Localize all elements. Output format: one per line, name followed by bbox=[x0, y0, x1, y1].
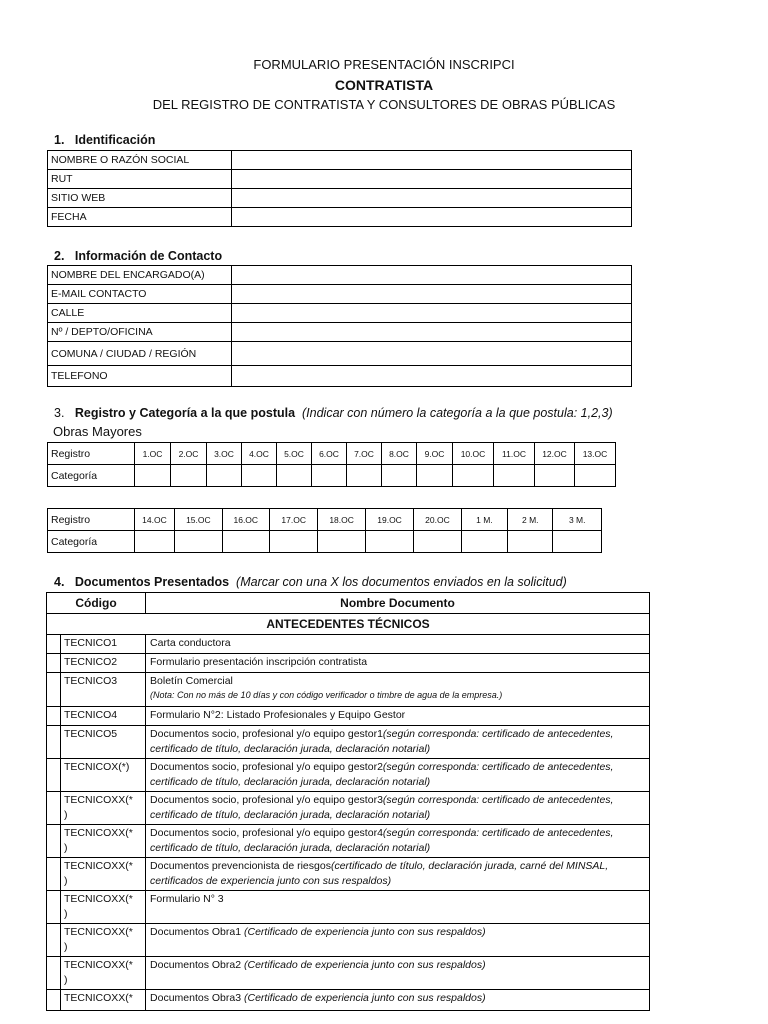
section1-number: 1. bbox=[54, 133, 65, 147]
registry-code: 12.OC bbox=[535, 443, 575, 465]
section2-heading bbox=[54, 249, 222, 263]
registry-code: 11.OC bbox=[494, 443, 535, 465]
document-detail: (Certificado de experiencia junto con sus respaldos) bbox=[243, 992, 486, 1004]
document-code: TECNICOXX(* bbox=[61, 990, 146, 1011]
form-title-line2: CONTRATISTA bbox=[334, 77, 434, 93]
document-checkbox-cell[interactable] bbox=[47, 924, 61, 957]
category-input-cell[interactable] bbox=[312, 465, 347, 487]
section2-title: Información de Contacto bbox=[74, 249, 223, 263]
registry-code: 20.OC bbox=[414, 509, 461, 531]
documents-table bbox=[46, 592, 650, 1011]
category-input-cell[interactable] bbox=[242, 465, 277, 487]
field-label: FECHA bbox=[48, 208, 232, 227]
document-code: TECNICOXX(* ) bbox=[61, 792, 146, 825]
registry-code: 2 M. bbox=[508, 509, 553, 531]
registry-code: 15.OC bbox=[175, 509, 222, 531]
registry-code: 8.OC bbox=[382, 443, 417, 465]
document-name-cell bbox=[146, 924, 650, 957]
section1-title: Identificación bbox=[74, 133, 156, 147]
field-value[interactable] bbox=[232, 208, 632, 227]
document-name: Boletín Comercial bbox=[150, 675, 233, 687]
field-value[interactable] bbox=[232, 170, 632, 189]
document-code: TECNICOXX(* ) bbox=[61, 924, 146, 957]
field-label: Nº / DEPTO/OFICINA bbox=[48, 323, 232, 342]
field-value[interactable] bbox=[232, 266, 632, 285]
document-name-cell bbox=[146, 759, 650, 792]
document-checkbox-cell[interactable] bbox=[47, 707, 61, 726]
document-detail: (Certificado de experiencia junto con sus respaldos) bbox=[243, 926, 486, 938]
category-input-cell[interactable] bbox=[365, 531, 413, 553]
category-input-cell[interactable] bbox=[135, 465, 171, 487]
category-input-cell[interactable] bbox=[553, 531, 602, 553]
section3-note: (Indicar con número la categoría a la que postula: 1,2,3) bbox=[302, 406, 613, 420]
category-input-cell[interactable] bbox=[269, 531, 317, 553]
document-row bbox=[47, 726, 650, 759]
section4-title: Documentos Presentados bbox=[74, 575, 230, 589]
document-name-cell bbox=[146, 726, 650, 759]
document-row bbox=[47, 825, 650, 858]
identification-table bbox=[47, 150, 632, 227]
document-row bbox=[47, 759, 650, 792]
category-input-cell[interactable] bbox=[347, 465, 382, 487]
document-name-cell bbox=[146, 792, 650, 825]
document-code: TECNICO2 bbox=[61, 654, 146, 673]
field-label: NOMBRE O RAZÓN SOCIAL bbox=[48, 151, 232, 170]
document-name: Documentos Obra1 bbox=[150, 926, 244, 938]
document-name-cell bbox=[146, 673, 650, 707]
registro-label: Registro bbox=[48, 509, 135, 531]
registry-code: 3.OC bbox=[207, 443, 242, 465]
category-input-cell[interactable] bbox=[575, 465, 616, 487]
registry-code: 18.OC bbox=[318, 509, 365, 531]
document-name-cell bbox=[146, 957, 650, 990]
document-name: Formulario presentación inscripción contratista bbox=[150, 656, 368, 668]
document-name-cell bbox=[146, 891, 650, 924]
document-row bbox=[47, 635, 650, 654]
document-checkbox-cell[interactable] bbox=[47, 891, 61, 924]
field-label: NOMBRE DEL ENCARGADO(A) bbox=[48, 266, 232, 285]
document-checkbox-cell[interactable] bbox=[47, 726, 61, 759]
category-input-cell[interactable] bbox=[535, 465, 575, 487]
document-checkbox-cell[interactable] bbox=[47, 673, 61, 707]
document-name: Formulario N° 3 bbox=[150, 893, 224, 905]
document-name-cell bbox=[146, 654, 650, 673]
section3-heading bbox=[54, 406, 613, 420]
document-checkbox-cell[interactable] bbox=[47, 654, 61, 673]
section4-note: (Marcar con una X los documentos enviados en la solicitud) bbox=[236, 575, 567, 589]
document-row bbox=[47, 990, 650, 1011]
document-code: TECNICO1 bbox=[61, 635, 146, 654]
registry-code: 9.OC bbox=[417, 443, 453, 465]
document-name: Documentos socio, profesional y/o equipo gestor4 bbox=[150, 827, 383, 839]
document-row bbox=[47, 891, 650, 924]
registry-code: 19.OC bbox=[365, 509, 413, 531]
document-checkbox-cell[interactable] bbox=[47, 858, 61, 891]
document-name: Documentos Obra3 bbox=[150, 992, 244, 1004]
category-input-cell[interactable] bbox=[134, 531, 174, 553]
registry-code: 4.OC bbox=[242, 443, 277, 465]
registry-code: 14.OC bbox=[134, 509, 174, 531]
form-row bbox=[48, 170, 632, 189]
document-checkbox-cell[interactable] bbox=[47, 792, 61, 825]
field-value[interactable] bbox=[232, 189, 632, 208]
field-value[interactable] bbox=[232, 285, 632, 304]
col-code-header: Código bbox=[47, 593, 146, 614]
document-detail: (certificado de título, declaración jurada, carné del MINSAL, certificados de experiencia junto con sus respaldos) bbox=[150, 860, 609, 887]
document-name: Documentos socio, profesional y/o equipo gestor2 bbox=[150, 761, 383, 773]
registry-code: 1 M. bbox=[461, 509, 507, 531]
category-input-cell[interactable] bbox=[318, 531, 365, 553]
document-row bbox=[47, 858, 650, 891]
category-input-cell[interactable] bbox=[382, 465, 417, 487]
registry-code: 2.OC bbox=[171, 443, 207, 465]
document-name-cell bbox=[146, 990, 650, 1011]
section3-title: Registro y Categoría a la que postula bbox=[74, 406, 296, 420]
document-row bbox=[47, 707, 650, 726]
document-detail: (Certificado de experiencia junto con sus respaldos) bbox=[243, 959, 486, 971]
document-code: TECNICOXX(* ) bbox=[61, 891, 146, 924]
document-name: Documentos prevencionista de riesgos bbox=[150, 860, 331, 872]
obras-mayores-label: Obras Mayores bbox=[53, 424, 142, 439]
document-code: TECNICOXX(* ) bbox=[61, 858, 146, 891]
form-row bbox=[48, 304, 632, 323]
registry-grid-1 bbox=[47, 442, 616, 487]
document-name: Formulario N°2: Listado Profesionales y Equipo Gestor bbox=[150, 709, 406, 721]
document-name-cell bbox=[146, 858, 650, 891]
registry-code: 5.OC bbox=[277, 443, 312, 465]
document-code: TECNICO5 bbox=[61, 726, 146, 759]
form-row bbox=[48, 285, 632, 304]
section4-number: 4. bbox=[54, 575, 65, 589]
section1-heading bbox=[54, 133, 155, 147]
form-row bbox=[48, 189, 632, 208]
document-checkbox-cell[interactable] bbox=[47, 990, 61, 1011]
contact-table bbox=[47, 265, 632, 387]
form-row bbox=[48, 323, 632, 342]
category-input-cell[interactable] bbox=[417, 465, 453, 487]
document-row bbox=[47, 792, 650, 825]
registry-code: 1.OC bbox=[135, 443, 171, 465]
document-note: (Nota: Con no más de 10 días y con código verificador o timbre de agua de la empresa.) bbox=[150, 690, 503, 700]
document-name: Documentos socio, profesional y/o equipo gestor1 bbox=[150, 728, 383, 740]
category-input-cell[interactable] bbox=[222, 531, 269, 553]
section3-number: 3. bbox=[54, 406, 65, 420]
category-input-cell[interactable] bbox=[175, 531, 222, 553]
document-checkbox-cell[interactable] bbox=[47, 957, 61, 990]
registry-code: 3 M. bbox=[553, 509, 602, 531]
form-row bbox=[48, 366, 632, 387]
registry-code: 6.OC bbox=[312, 443, 347, 465]
document-code: TECNICOXX(* ) bbox=[61, 957, 146, 990]
form-row bbox=[48, 151, 632, 170]
field-label: CALLE bbox=[48, 304, 232, 323]
document-name: Carta conductora bbox=[150, 637, 231, 649]
document-detail: (según corresponda: certificado de antecedentes, certificado de título, declaración jurada, declaración notarial) bbox=[150, 728, 614, 755]
document-row bbox=[47, 673, 650, 707]
document-checkbox-cell[interactable] bbox=[47, 635, 61, 654]
category-input-cell[interactable] bbox=[461, 531, 507, 553]
registry-code: 17.OC bbox=[269, 509, 317, 531]
registry-grid-2 bbox=[47, 508, 602, 553]
category-input-cell[interactable] bbox=[171, 465, 207, 487]
document-code: TECNICO4 bbox=[61, 707, 146, 726]
registro-label: Registro bbox=[48, 443, 135, 465]
field-value[interactable] bbox=[232, 304, 632, 323]
category-input-cell[interactable] bbox=[494, 465, 535, 487]
registry-code: 13.OC bbox=[575, 443, 616, 465]
document-detail: (según corresponda: certificado de antecedentes, certificado de título, declaración jurada, declaración notarial) bbox=[150, 794, 614, 821]
category-input-cell[interactable] bbox=[277, 465, 312, 487]
form-row bbox=[48, 266, 632, 285]
form-title-line3: DEL REGISTRO DE CONTRATISTA Y CONSULTORES DE OBRAS PÚBLICAS bbox=[152, 97, 616, 112]
col-name-header: Nombre Documento bbox=[146, 593, 650, 614]
field-label: RUT bbox=[48, 170, 232, 189]
document-code: TECNICO3 bbox=[61, 673, 146, 707]
field-label: SITIO WEB bbox=[48, 189, 232, 208]
section4-heading bbox=[54, 575, 567, 589]
field-label: E-MAIL CONTACTO bbox=[48, 285, 232, 304]
category-input-cell[interactable] bbox=[508, 531, 553, 553]
category-input-cell[interactable] bbox=[453, 465, 494, 487]
categoria-label: Categoría bbox=[48, 531, 135, 553]
document-name: Documentos socio, profesional y/o equipo gestor3 bbox=[150, 794, 383, 806]
group-header: ANTECEDENTES TÉCNICOS bbox=[47, 614, 650, 635]
document-name: Documentos Obra2 bbox=[150, 959, 244, 971]
registry-code: 16.OC bbox=[222, 509, 269, 531]
document-row bbox=[47, 924, 650, 957]
document-detail: (según corresponda: certificado de antecedentes, certificado de título, declaración jurada, declaración notarial) bbox=[150, 827, 614, 854]
category-input-cell[interactable] bbox=[207, 465, 242, 487]
document-detail: (según corresponda: certificado de antecedentes, certificado de título, declaración jurada, declaración notarial) bbox=[150, 761, 614, 788]
form-title-line1: FORMULARIO PRESENTACIÓN INSCRIPCI bbox=[253, 57, 515, 72]
field-value[interactable] bbox=[232, 323, 632, 342]
field-value[interactable] bbox=[232, 151, 632, 170]
document-name-cell bbox=[146, 825, 650, 858]
category-input-cell[interactable] bbox=[414, 531, 461, 553]
document-name-cell bbox=[146, 707, 650, 726]
categoria-label: Categoría bbox=[48, 465, 135, 487]
document-checkbox-cell[interactable] bbox=[47, 759, 61, 792]
document-row bbox=[47, 654, 650, 673]
document-checkbox-cell[interactable] bbox=[47, 825, 61, 858]
field-value[interactable] bbox=[232, 342, 632, 366]
registry-code: 10.OC bbox=[453, 443, 494, 465]
document-code: TECNICOX(*) bbox=[61, 759, 146, 792]
field-label: COMUNA / CIUDAD / REGIÓN bbox=[48, 342, 232, 366]
field-value[interactable] bbox=[232, 366, 632, 387]
section2-number: 2. bbox=[54, 249, 65, 263]
document-code: TECNICOXX(* ) bbox=[61, 825, 146, 858]
document-row bbox=[47, 957, 650, 990]
registry-code: 7.OC bbox=[347, 443, 382, 465]
form-row bbox=[48, 208, 632, 227]
document-name-cell bbox=[146, 635, 650, 654]
form-row bbox=[48, 342, 632, 366]
field-label: TELEFONO bbox=[48, 366, 232, 387]
